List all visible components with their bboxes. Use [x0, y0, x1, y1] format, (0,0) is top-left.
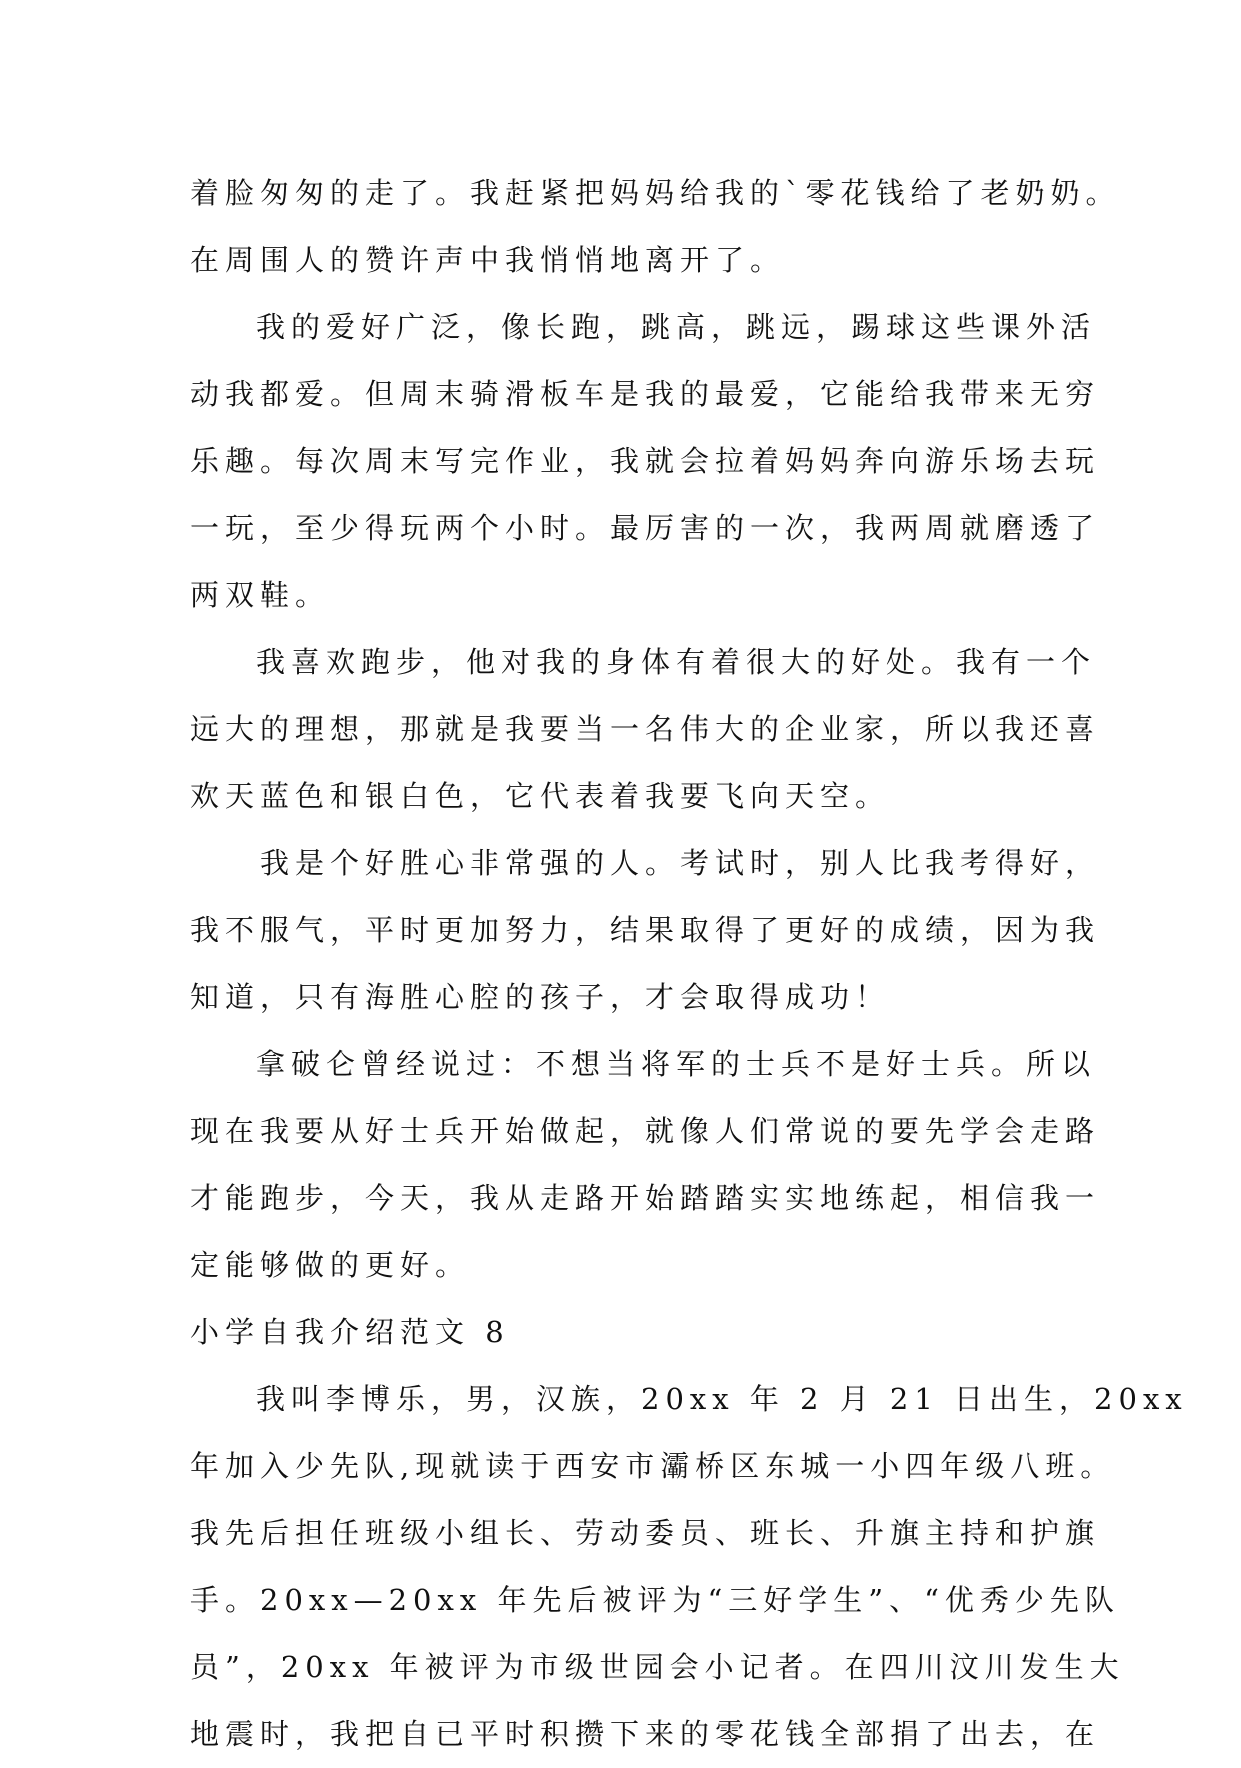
paragraph-running	[190, 629, 1101, 830]
text-line: 员”，20xx 年被评为市级世园会小记者。在四川汶川发生大	[190, 1650, 1125, 1684]
text-line: 知道，只有海胜心腔的孩子，才会取得成功！	[190, 980, 891, 1014]
paragraph-continuation	[190, 160, 1121, 294]
paragraph-napoleon	[190, 1031, 1101, 1299]
text-line: 现在我要从好士兵开始做起，就像人们常说的要先学会走路	[190, 1114, 1101, 1148]
text-line: 我叫李博乐，男，汉族，20xx 年 2 月 21 日出生，20xx	[256, 1382, 1188, 1416]
text-line: 手。20xx—20xx 年先后被评为“三好学生”、“优秀少先队	[190, 1583, 1120, 1617]
text-line: 动我都爱。但周末骑滑板车是我的最爱，它能给我带来无穷	[190, 377, 1101, 411]
text-line: 年加入少先队,现就读于西安市灞桥区东城一小四年级八班。	[190, 1449, 1116, 1483]
text-line: 欢天蓝色和银白色，它代表着我要飞向天空。	[190, 779, 891, 813]
text-line: 我是个好胜心非常强的人。考试时，别人比我考得好，	[260, 846, 1101, 880]
text-line: 拿破仑曾经说过：不想当将军的士兵不是好士兵。所以	[256, 1047, 1097, 1081]
paragraph-introduction	[190, 1366, 1188, 1768]
text-line: 我的爱好广泛，像长跑，跳高，跳远，踢球这些课外活	[256, 310, 1097, 344]
text-line: 地震时，我把自已平时积攒下来的零花钱全部捐了出去，在	[190, 1717, 1101, 1751]
text-line: 着脸匆匆的走了。我赶紧把妈妈给我的`零花钱给了老奶奶。	[190, 176, 1121, 210]
text-line: 我先后担任班级小组长、劳动委员、班长、升旗主持和护旗	[190, 1516, 1101, 1550]
paragraph-competitive	[190, 830, 1101, 1031]
text-line: 乐趣。每次周末写完作业，我就会拉着妈妈奔向游乐场去玩	[190, 444, 1101, 478]
section-heading: 小学自我介绍范文 8	[190, 1315, 510, 1349]
text-line: 两双鞋。	[190, 578, 331, 612]
text-line: 远大的理想，那就是我要当一名伟大的企业家，所以我还喜	[190, 712, 1101, 746]
paragraph-hobbies	[190, 294, 1101, 629]
text-line: 在周围人的赞许声中我悄悄地离开了。	[190, 243, 786, 277]
text-line: 我喜欢跑步，他对我的身体有着很大的好处。我有一个	[256, 645, 1097, 679]
text-line: 定能够做的更好。	[190, 1248, 471, 1282]
document-body	[190, 160, 1188, 1768]
text-line: 我不服气，平时更加努力，结果取得了更好的成绩，因为我	[190, 913, 1101, 947]
text-line: 才能跑步，今天，我从走路开始踏踏实实地练起，相信我一	[190, 1181, 1101, 1215]
text-line: 一玩，至少得玩两个小时。最厉害的一次，我两周就磨透了	[190, 511, 1101, 545]
